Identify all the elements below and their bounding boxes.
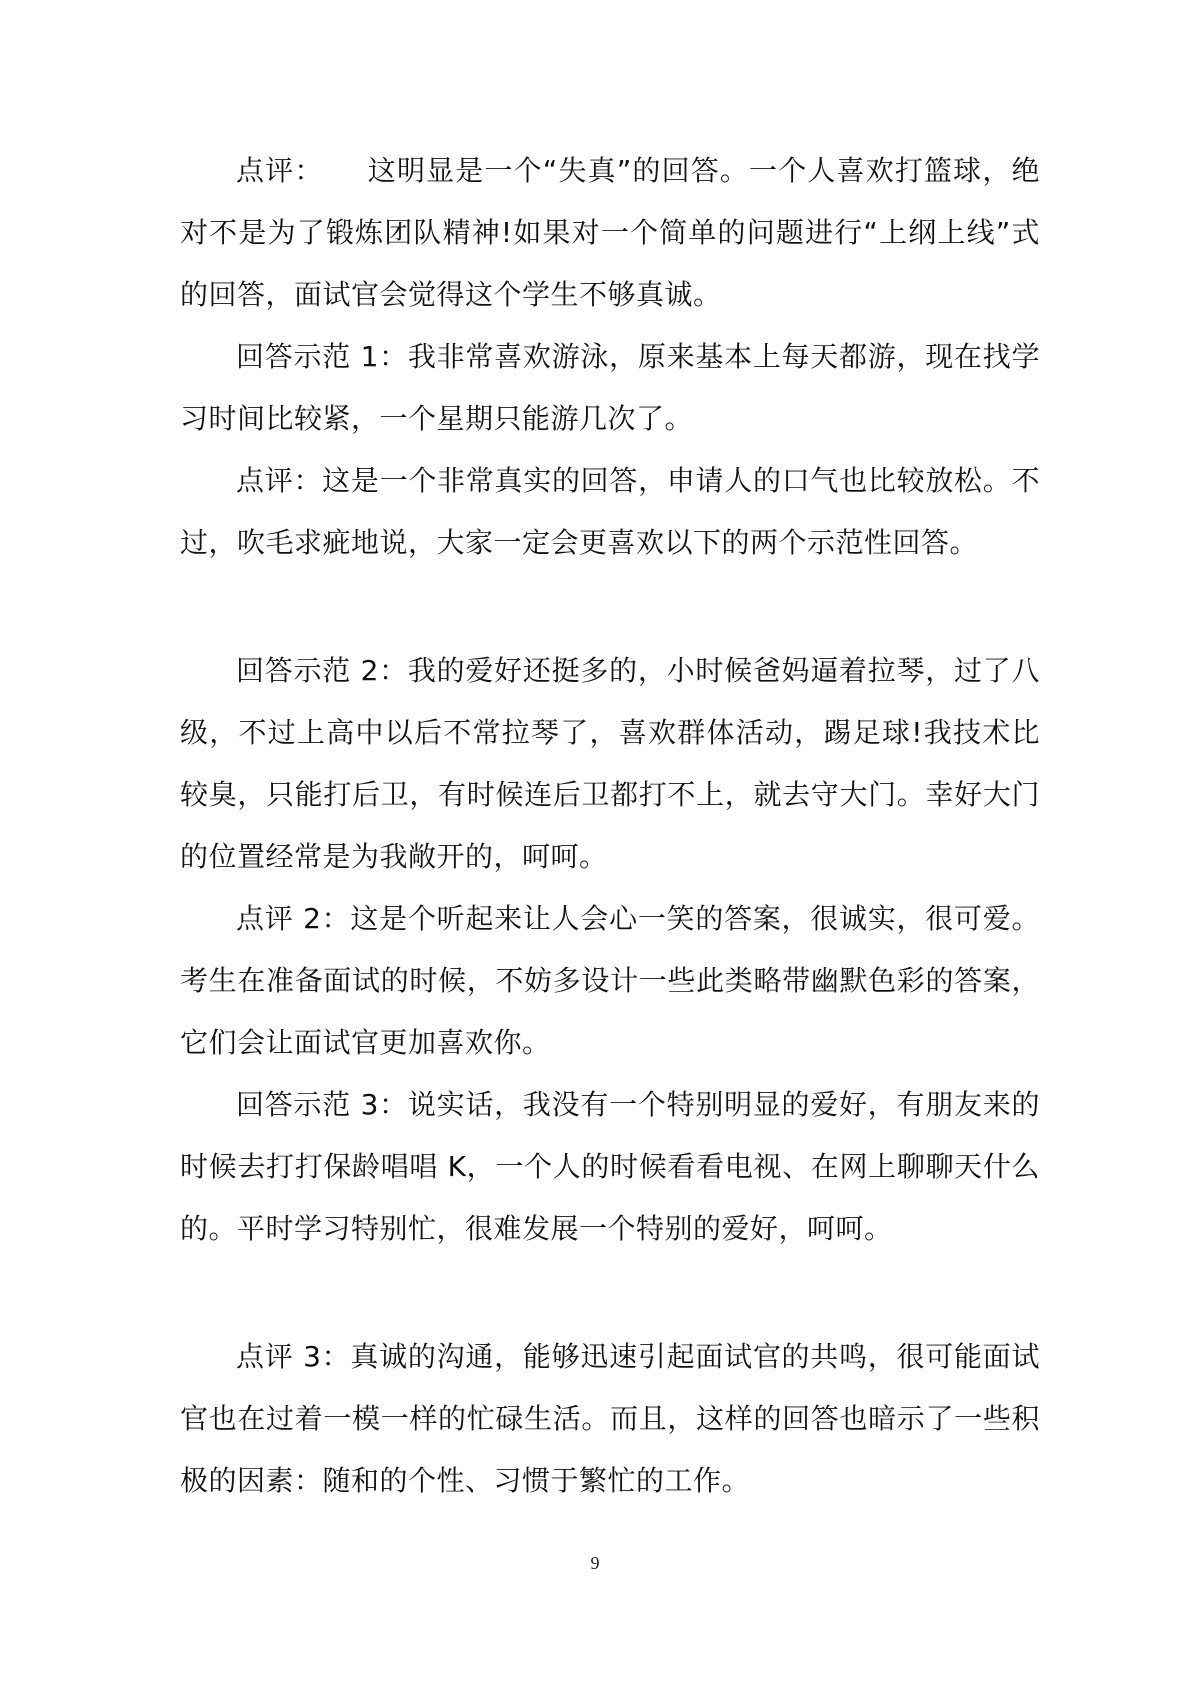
paragraph-gap	[180, 574, 1040, 640]
paragraph-sample-answer-1: 回答示范 1：我非常喜欢游泳，原来基本上每天都游，现在找学习时间比较紧，一个星期只能游几次了。	[180, 340, 1040, 435]
paragraph-gap	[180, 1260, 1040, 1326]
paragraph-comment-3: 点评 3：真诚的沟通，能够迅速引起面试官的共鸣，很可能面试官也在过着一模一样的忙碌生活。而且，这样的回答也暗示了一些积极的因素：随和的个性、习惯于繁忙的工作。	[180, 1340, 1040, 1497]
paragraph-comment-1: 点评： 这明显是一个“失真”的回答。一个人喜欢打篮球，绝对不是为了锻炼团队精神!如果对一个简单的问题进行“上纲上线”式的回答，面试官会觉得这个学生不够真诚。	[180, 154, 1040, 311]
paragraph-sample-answer-3: 回答示范 3：说实话，我没有一个特别明显的爱好，有朋友来的时候去打打保龄唱唱 K，一个人的时候看看电视、在网上聊聊天什么的。平时学习特别忙，很难发展一个特别的爱好，呵呵。	[180, 1088, 1040, 1245]
paragraph-sample-answer-2: 回答示范 2：我的爱好还挺多的，小时候爸妈逼着拉琴，过了八级，不过上高中以后不常拉琴了，喜欢群体活动，踢足球!我技术比较臭，只能打后卫，有时候连后卫都打不上，就去守大门。幸好大门的位置经常是为我敞开的，呵呵。	[180, 654, 1040, 873]
paragraph-comment-sample-1: 点评：这是一个非常真实的回答，申请人的口气也比较放松。不过，吹毛求疵地说，大家一定会更喜欢以下的两个示范性回答。	[180, 464, 1040, 559]
paragraph-comment-2: 点评 2：这是个听起来让人会心一笑的答案，很诚实，很可爱。考生在准备面试的时候，不妨多设计一些此类略带幽默色彩的答案，它们会让面试官更加喜欢你。	[180, 902, 1040, 1059]
page-number: 9	[590, 1553, 600, 1573]
document-body	[180, 140, 1040, 1512]
